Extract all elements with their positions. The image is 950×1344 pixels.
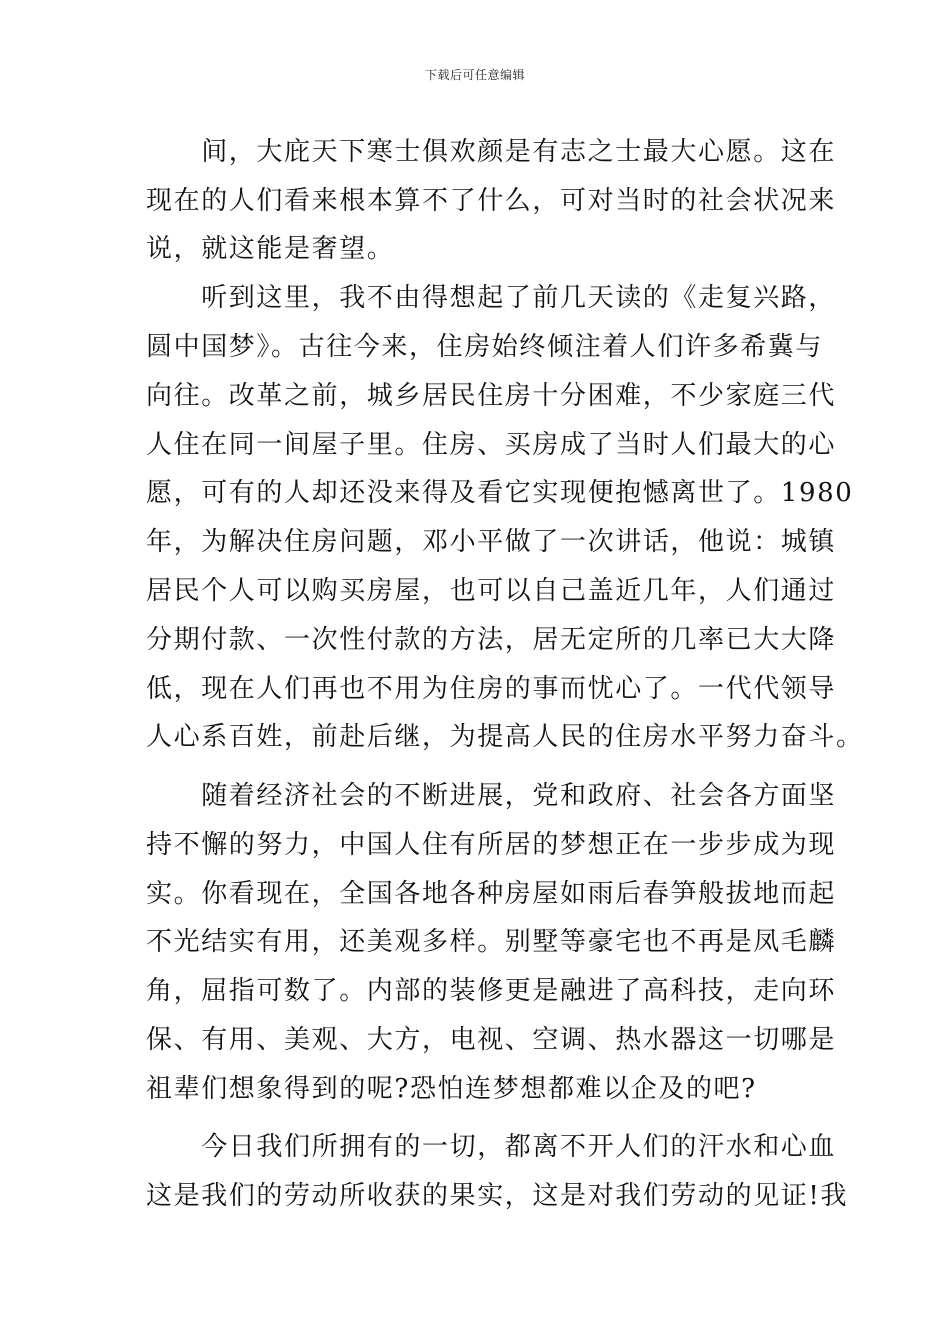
text-line: 祖辈们想象得到的呢?恐怕连梦想都难以企及的吧? [146, 1074, 757, 1104]
text-line: 分期付款、一次性付款的方法，居无定所的几率已大大降 [146, 625, 837, 655]
text-line: 向往。改革之前，城乡居民住房十分困难，不少家庭三代 [146, 381, 837, 411]
text-line: 实。你看现在，全国各地各种房屋如雨后春笋般拔地而起 [146, 879, 837, 909]
text-line: 说，就这能是奢望。 [146, 234, 395, 264]
text-line: 低，现在人们再也不用为住房的事而忧心了。一代代领导 [146, 674, 837, 704]
text-line: 居民个人可以购买房屋，也可以自己盖近几年，人们通过 [146, 576, 837, 606]
page-header: 下载后可任意编辑 [424, 68, 525, 82]
text-line: 不光结实有用，还美观多样。别墅等豪宅也不再是凤毛麟 [146, 927, 837, 957]
text-line: 愿，可有的人却还没来得及看它实现便抱憾离世了。1980 [146, 478, 854, 508]
text-line: 持不懈的努力，中国人住有所居的梦想正在一步步成为现 [146, 830, 837, 860]
text-line: 角，屈指可数了。内部的装修更是融进了高科技，走向环 [146, 976, 837, 1006]
text-line: 这是我们的劳动所收获的果实，这是对我们劳动的见证!我 [146, 1181, 849, 1211]
text-line: 年，为解决住房问题，邓小平做了一次讲话，他说：城镇 [146, 527, 837, 557]
text-line: 人心系百姓，前赴后继，为提高人民的住房水平努力奋斗。 [146, 722, 864, 752]
text-line: 间，大庇天下寒士俱欢颜是有志之士最大心愿。这在 [146, 137, 837, 167]
text-line: 现在的人们看来根本算不了什么，可对当时的社会状况来 [146, 186, 837, 216]
text-line: 今日我们所拥有的一切，都离不开人们的汗水和心血 [146, 1132, 837, 1162]
text-line: 圆中国梦》。古往今来，住房始终倾注着人们许多希冀与 [146, 332, 824, 362]
text-line: 保、有用、美观、大方，电视、空调、热水器这一切哪是 [146, 1025, 837, 1055]
text-line: 听到这里，我不由得想起了前几天读的《走复兴路， [146, 283, 837, 313]
text-line: 人住在同一间屋子里。住房、买房成了当时人们最大的心 [146, 430, 837, 460]
text-line: 随着经济社会的不断进展，党和政府、社会各方面坚 [146, 781, 837, 811]
